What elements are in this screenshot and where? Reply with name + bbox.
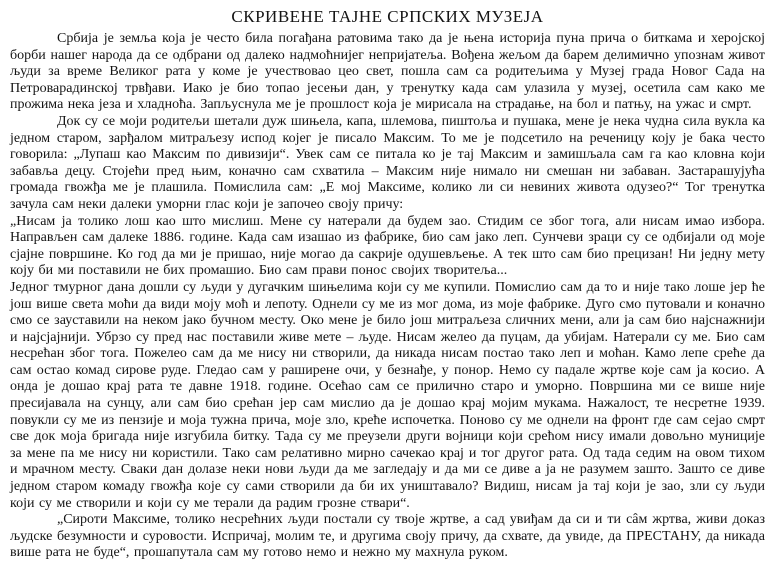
paragraph-serbia-intro: Србија је земља која је често била погађана ратовима тако да је њена историја пуна прича о биткама и херојској борби нашег народа да се одбрани од далеко надмоћнијег непријатеља. Вођена жељом да барем делимично упознам живот људи за време Великог рата у коме је учествовао цео свет, пошла сам са родитељима у Музеј града Новог Сада на Петроварадинској трвђави. Иако је био топао јесењи дан, у тренутку када сам улазила у музеј, осетила сам како ме прожима нека језа и хладноћа. Запљуснула ме је прошлост која је мирисала на страдање, на бол и патњу, на ужас и смрт. — [10, 31, 765, 113]
paragraph-maxim-story-wars: Једног тмурног дана дошли су људи у дугачким шињелима који су ме купили. Помислио сам да то и није тако лоше јер ће још више света моћи да види моју моћ и лепоту. Однели су ме из мог дома, из моје фабрике. Дуго смо путовали и коначно смо се зауставили на неком јако бучном месту. Око мене је било још митраљеза сличних мени, али ја сам био најснажнији и најсјајнији. Убрзо су пред нас поставили живе мете – људе. Нисам желео да пуцам, да убијам. Натерали су ме. Био сам несрећан због тога. Пожелео сам да ме нису ни створили, да никада нисам постао тако леп и моћан. Камо лепе среће да сам остао комад сирове руде. Гледао сам у раширене очи, у безнађе, у понор. Немо су падале жртве које сам ја косио. А онда је дошао крај рата те давне 1918. године. Осећао сам се прилично старо и уморно. Површина ми се више није пресијавала на сунцу, али сам био срећан јер сам мислио да је дошао крај мојим мукама. Нажалост, те несретне 1939. повукли су ме из пензије и моја тужна прича, моје зло, креће испочетка. Поново су ме однели на фронт где сам сејао смрт све док моја бригада није изгубила битку. Тада су ме преузели други војници који срећом нису имали довољно муниције за мене па ме нису ни користили. Тако сам релативно мирно сачекао крај и тог другог рата. Од тада седим на овом тихом и мрачном месту. Сваки дан долазе неки нови људи да ме загледају и да ми се диве а ја не разумем зашто. Зашто се диве једном старом комаду гвожђа које су сами створили да би их уништавало? Видиш, нисам ја тај који је зао, зли су људи који су ме створили и који су ме терали да радим грозне ствари“. — [10, 279, 765, 511]
document-title: СКРИВЕНЕ ТАЈНЕ СРПСКИХ МУЗЕЈА — [231, 7, 544, 26]
paragraph-closing-reply: „Сироти Максиме, толико несрећних људи постали су твоје жртве, а сад увиђам да си и ти сâм жртва, живи доказ људске безумности и суровости. Испричај, молим те, и другима своју причу, да схвате, да увиде, да ПРЕСТАНУ, да никада више рата не буде“, прошапутала сам му готово немо и нежно му махнула руком. — [10, 512, 765, 561]
paragraph-maxim-story-origin: „Нисам ја толико лош као што мислиш. Мене су натерали да будем зао. Стидим се због тога, али нисам имао избора. Направљен сам далеке 1886. године. Када сам изашао из фабрике, био сам јако леп. Сунчеви зраци су се одбијали од моје сјајне површине. Ко год да ми је пришао, није могао да сакрије одушевљење. А тек што сам био прецизан! Ни једну мету коју би ми поставили не бих промашио. Био сам прави понос својих творитеља... — [10, 213, 765, 279]
paragraph-museum-maxim: Док су се моји родитељи шетали дуж шињела, капа, шлемова, пиштоља и пушака, мене је нека чудна сила вукла ка једном старом, зарђалом митраљезу испод којег је писало Максим. То ме је подсетило на реченицу коју је бака често говорила: „Лупаш као Максим по дивизији“. Увек сам се питала ко је тај Максим и замишљала сам га као кловна који забавља децу. Стојећи пред њим, коначно сам схватила – Максим није нимало ни смешан ни забаван. Застарашујућа громада гвожђа ме је плашила. Помислила сам: „Е мој Максиме, колико ли си невиних живота одузео?“ Тог тренутка зачула сам неки далеки уморни глас који је започео своју причу: — [10, 113, 765, 212]
